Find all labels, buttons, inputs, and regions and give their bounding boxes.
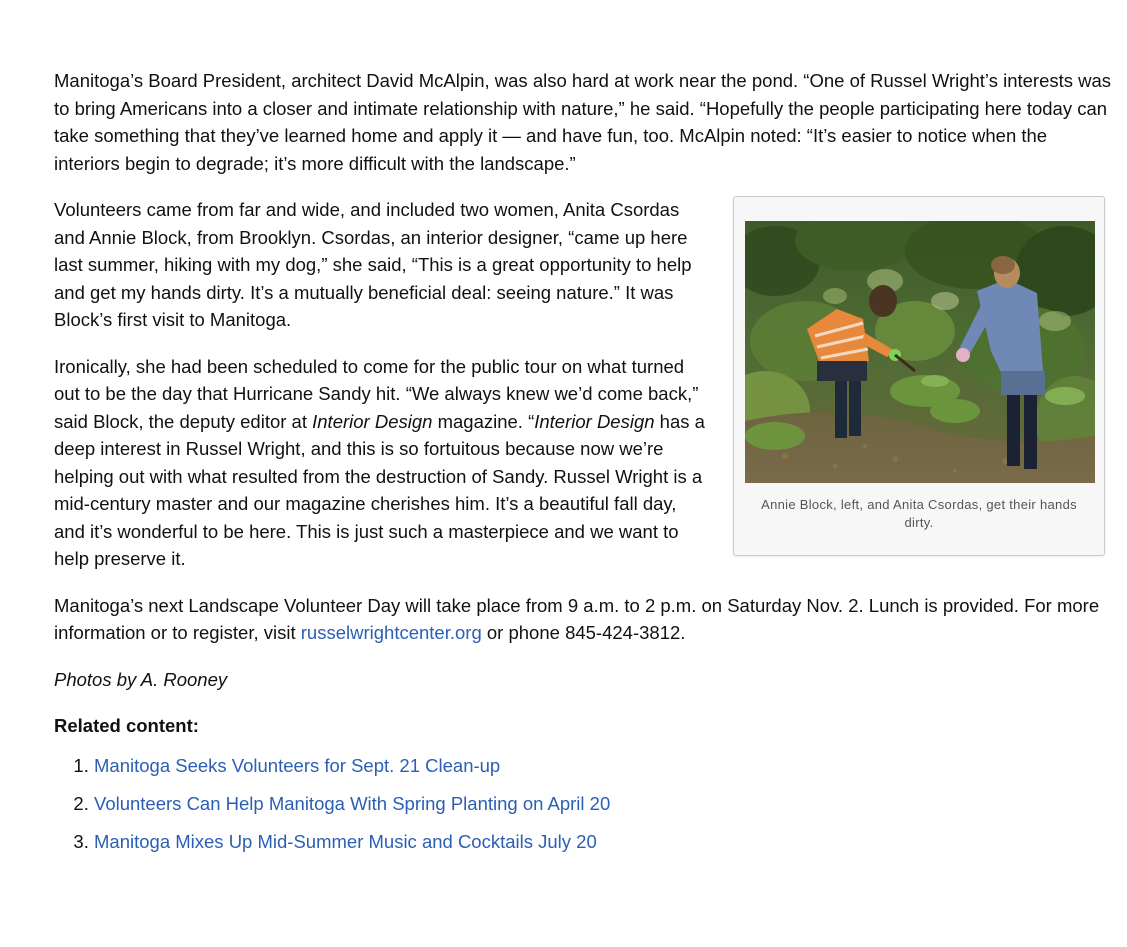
text-span: or phone 845-424-3812. — [481, 622, 686, 643]
paragraph-board-president: Manitoga’s Board President, architect David McAlpin, was also hard at work near the pond. “One of Russel Wright’s interests was to bring Americans into a closer and intimate relationship with nature,” he said. “Hopefully the people participating here today can take something that they’ve learned home and apply it — and have fun, too. McAlpin noted: “It’s easier to notice when the interiors begin to degrade; it’s more difficult with the landscape.” — [54, 70, 1112, 174]
related-item — [94, 790, 1114, 817]
photo-figure — [733, 196, 1105, 556]
related-item — [94, 828, 1114, 855]
related-link-spring-planting[interactable]: Volunteers Can Help Manitoga With Spring Planting on April 20 — [94, 792, 611, 814]
article-body — [54, 67, 1114, 866]
related-link-mid-summer-music[interactable]: Manitoga Mixes Up Mid-Summer Music and Cocktails July 20 — [94, 830, 597, 852]
volunteers-photo[interactable] — [745, 221, 1095, 483]
paragraph-next-volunteer-day — [54, 592, 1114, 647]
magazine-name: Interior Design — [534, 410, 655, 432]
text-span: magazine. “ — [432, 410, 535, 432]
related-item — [94, 752, 1114, 779]
related-content-heading: Related content: — [54, 715, 199, 736]
russelwrightcenter-link[interactable]: russelwrightcenter.org — [300, 622, 482, 643]
photo-credit: Photos by A. Rooney — [54, 668, 228, 690]
photo-caption: Annie Block, left, and Anita Csordas, get their hands dirty. — [761, 497, 1077, 530]
related-content-list — [54, 752, 1114, 855]
paragraph-volunteers: Volunteers came from far and wide, and included two women, Anita Csordas and Annie Block, from Brooklyn. Csordas, an interior designer, “came up here last summer, hiking with my dog,” she said, “This is a great opportunity to help and get my hands dirty. It’s a mutually beneficial deal: seeing nature.” It was Block’s first visit to Manitoga. — [54, 199, 692, 330]
text-span: has a deep interest in Russel Wright, and this is so fortuitous because now we’re helping out with what resulted from the destruction of Sandy. Russel Wright is a mid-century master and our magazine cherishes him. It’s a beautiful fall day, and it’s wonderful to be here. This is just such a masterpiece and we want to help preserve it. — [54, 410, 705, 569]
text-span: Manitoga’s next Landscape Volunteer Day will take place from 9 a.m. to 2 p.m. on Saturday Nov. 2. Lunch is provided. For more information or to register, visit — [54, 594, 1100, 643]
related-link-sept-cleanup[interactable]: Manitoga Seeks Volunteers for Sept. 21 Clean-up — [94, 754, 501, 776]
magazine-name: Interior Design — [312, 410, 433, 432]
text-span: Ironically, she had been scheduled to come for the public tour on what turned out to be the day that Hurricane Sandy hit. “We always knew we’d come back,” said Block, the deputy editor at — [54, 355, 699, 432]
